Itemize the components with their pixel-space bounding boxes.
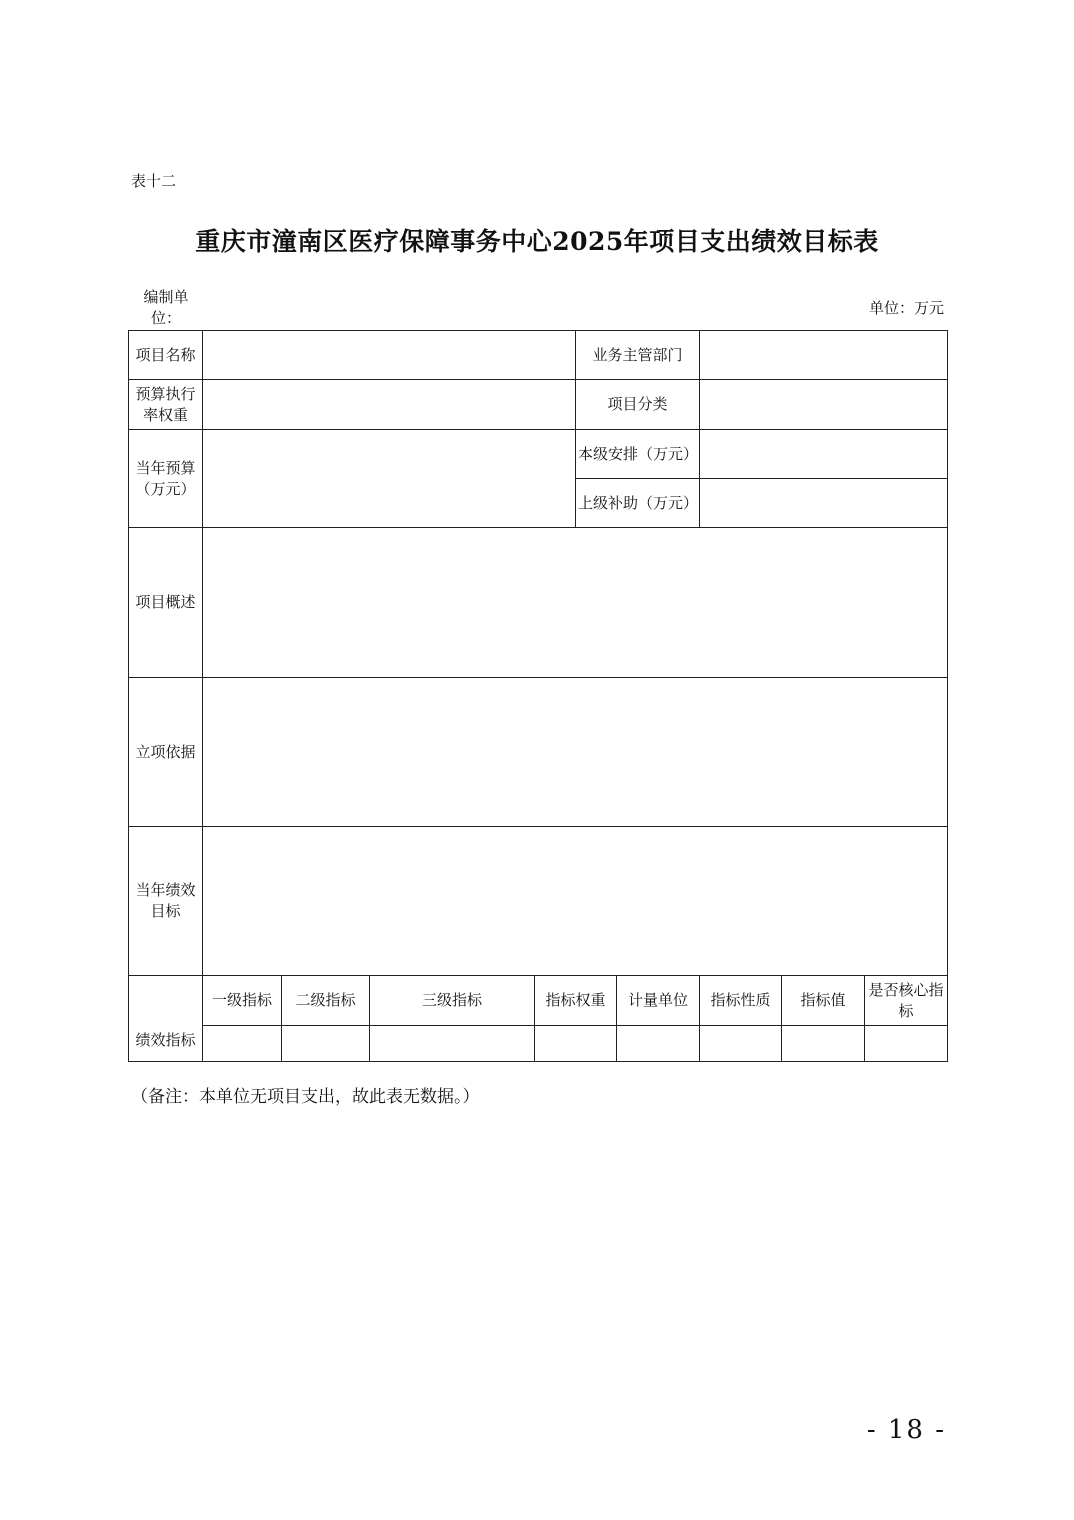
indicator-cell — [865, 1026, 948, 1062]
table-label: 表十二 — [131, 172, 177, 190]
performance-target-table — [128, 330, 948, 1062]
page-title: 重庆市潼南区医疗保障事务中心2025年项目支出绩效目标表 — [195, 227, 879, 256]
indicator-cell — [700, 1026, 782, 1062]
indicator-header: 指标权重 — [535, 976, 617, 1026]
indicator-header: 是否核心指标 — [865, 976, 948, 1026]
indicator-cell — [782, 1026, 865, 1062]
note-text: （备注：本单位无项目支出，故此表无数据。） — [131, 1087, 480, 1107]
exec-rate-weight-label: 预算执行率权重 — [129, 380, 203, 430]
project-basis-label: 立项依据 — [129, 678, 203, 827]
unit-label: 单位：万元 — [868, 299, 944, 317]
project-category-label: 项目分类 — [576, 380, 700, 430]
indicator-header: 指标性质 — [700, 976, 782, 1026]
project-name-label: 项目名称 — [129, 331, 203, 380]
project-name-value — [203, 331, 576, 380]
superior-subsidy-value — [700, 479, 948, 528]
project-overview-label: 项目概述 — [129, 528, 203, 678]
annual-targets-label: 当年绩效目标 — [129, 827, 203, 976]
indicator-header: 二级指标 — [282, 976, 370, 1026]
indicator-header: 计量单位 — [617, 976, 700, 1026]
compiling-unit-label: 编制单位： — [143, 288, 189, 327]
indicator-cell — [203, 1026, 282, 1062]
project-category-value — [700, 380, 948, 430]
local-arrangement-value — [700, 430, 948, 479]
project-overview-value — [203, 528, 948, 678]
exec-rate-weight-value — [203, 380, 576, 430]
indicator-cell — [535, 1026, 617, 1062]
supervising-dept-value — [700, 331, 948, 380]
indicator-cell — [617, 1026, 700, 1062]
page-number: - 18 - — [866, 1415, 946, 1445]
perf-indicators-label: 绩效指标 — [129, 976, 203, 1062]
superior-subsidy-label: 上级补助（万元） — [576, 479, 700, 528]
indicator-header: 一级指标 — [203, 976, 282, 1026]
indicator-header: 指标值 — [782, 976, 865, 1026]
local-arrangement-label: 本级安排（万元） — [576, 430, 700, 479]
supervising-dept-label: 业务主管部门 — [576, 331, 700, 380]
indicator-cell — [370, 1026, 535, 1062]
annual-targets-value — [203, 827, 948, 976]
indicator-header: 三级指标 — [370, 976, 535, 1026]
annual-budget-label: 当年预算（万元） — [129, 430, 203, 528]
annual-budget-value — [203, 430, 576, 528]
indicator-cell — [282, 1026, 370, 1062]
project-basis-value — [203, 678, 948, 827]
